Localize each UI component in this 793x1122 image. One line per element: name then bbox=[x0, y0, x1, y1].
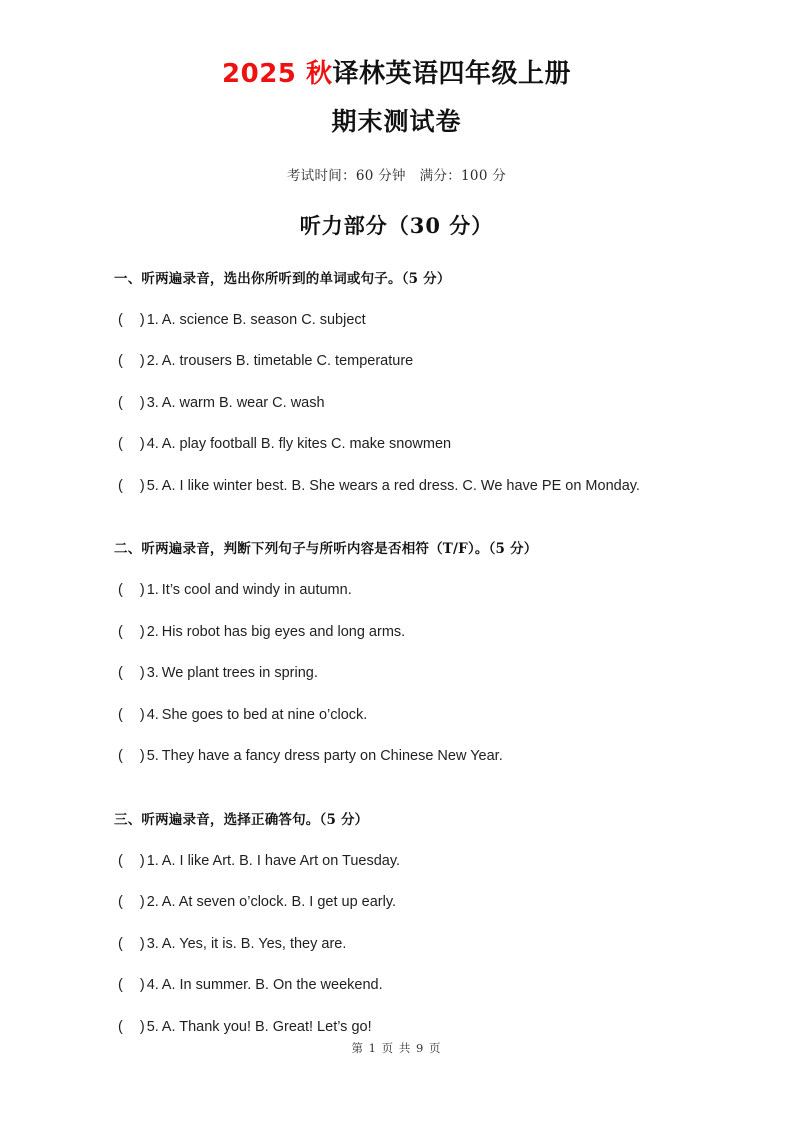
question-item bbox=[0, 612, 793, 654]
question-text: A. At seven o’clock. B. I get up early. bbox=[161, 894, 397, 910]
question-number: 1. bbox=[146, 582, 159, 598]
question-item bbox=[0, 383, 793, 425]
answer-bracket[interactable]: ( ) bbox=[118, 311, 145, 328]
section-three-heading: 三、听两遍录音，选择正确答句。（5 分） bbox=[114, 811, 369, 828]
question-item bbox=[0, 570, 793, 612]
answer-bracket[interactable]: ( ) bbox=[118, 977, 145, 993]
question-item bbox=[0, 466, 793, 508]
part-title-listening: 听力部分（30 分） bbox=[299, 212, 494, 238]
page-title bbox=[0, 0, 793, 91]
question-item bbox=[0, 653, 793, 695]
section-one bbox=[0, 240, 793, 508]
question-number: 1. bbox=[146, 852, 159, 869]
question-text: A. trousers B. timetable C. temperature bbox=[161, 353, 414, 369]
answer-bracket[interactable]: ( ) bbox=[118, 477, 145, 494]
title-year: 2025 秋 bbox=[222, 59, 333, 89]
answer-bracket[interactable]: ( ) bbox=[118, 582, 145, 598]
question-item bbox=[0, 841, 793, 883]
section-two bbox=[0, 507, 793, 778]
question-item bbox=[0, 695, 793, 737]
answer-bracket[interactable]: ( ) bbox=[118, 394, 145, 411]
question-text: A. warm B. wear C. wash bbox=[161, 394, 325, 411]
question-number: 5. bbox=[146, 1018, 159, 1035]
question-number: 2. bbox=[146, 353, 159, 369]
answer-bracket[interactable]: ( ) bbox=[118, 748, 145, 764]
question-text: We plant trees in spring. bbox=[161, 665, 318, 681]
page-footer: 第 1 页 共 9 页 bbox=[351, 1041, 442, 1055]
section-two-question-list bbox=[0, 557, 793, 778]
question-text: It’s cool and windy in autumn. bbox=[161, 582, 352, 598]
exam-content bbox=[0, 240, 793, 1049]
question-item bbox=[0, 424, 793, 466]
section-one-heading: 一、听两遍录音，选出你所听到的单词或句子。（5 分） bbox=[114, 270, 451, 287]
question-text: A. Yes, it is. B. Yes, they are. bbox=[161, 935, 347, 952]
question-text: A. In summer. B. On the weekend. bbox=[161, 977, 383, 993]
question-text: A. play football B. fly kites C. make snowmen bbox=[161, 436, 452, 452]
question-number: 3. bbox=[146, 665, 159, 681]
question-number: 2. bbox=[146, 623, 159, 640]
section-two-heading: 二、听两遍录音，判断下列句子与所听内容是否相符（T/F）。（5 分） bbox=[114, 541, 538, 557]
answer-bracket[interactable]: ( ) bbox=[118, 665, 145, 681]
section-three bbox=[0, 778, 793, 1049]
question-number: 4. bbox=[146, 436, 159, 452]
question-text: A. I like winter best. B. She wears a red dress. C. We have PE on Monday. bbox=[161, 477, 640, 494]
answer-bracket[interactable]: ( ) bbox=[118, 353, 145, 369]
answer-bracket[interactable]: ( ) bbox=[118, 852, 145, 869]
answer-bracket[interactable]: ( ) bbox=[118, 1018, 145, 1035]
question-text: A. Thank you! B. Great! Let’s go! bbox=[161, 1018, 372, 1035]
answer-bracket[interactable]: ( ) bbox=[118, 894, 145, 910]
answer-bracket[interactable]: ( ) bbox=[118, 935, 145, 952]
question-number: 4. bbox=[146, 977, 159, 993]
question-number: 3. bbox=[146, 394, 159, 411]
question-number: 5. bbox=[146, 477, 159, 494]
question-text: His robot has big eyes and long arms. bbox=[161, 623, 406, 640]
exam-meta: 考试时间：60 分钟 满分：100 分 bbox=[286, 167, 507, 184]
question-text: A. science B. season C. subject bbox=[161, 311, 366, 328]
question-text: She goes to bed at nine o’clock. bbox=[161, 706, 368, 723]
question-text: They have a fancy dress party on Chinese New Year. bbox=[161, 748, 503, 764]
question-item bbox=[0, 300, 793, 342]
question-number: 3. bbox=[146, 935, 159, 952]
section-one-question-list bbox=[0, 287, 793, 508]
answer-bracket[interactable]: ( ) bbox=[118, 436, 145, 452]
question-number: 5. bbox=[146, 748, 159, 764]
question-number: 4. bbox=[146, 706, 159, 723]
question-item bbox=[0, 882, 793, 924]
answer-bracket[interactable]: ( ) bbox=[118, 706, 145, 723]
answer-bracket[interactable]: ( ) bbox=[118, 623, 145, 640]
question-item bbox=[0, 736, 793, 778]
title-book: 译林英语四年级上册 bbox=[332, 59, 571, 89]
section-three-question-list bbox=[0, 828, 793, 1049]
page-subtitle: 期末测试卷 bbox=[331, 106, 462, 136]
question-number: 2. bbox=[146, 894, 159, 910]
question-text: A. I like Art. B. I have Art on Tuesday. bbox=[161, 852, 401, 869]
question-item bbox=[0, 924, 793, 966]
question-item bbox=[0, 341, 793, 383]
question-item bbox=[0, 965, 793, 1007]
question-number: 1. bbox=[146, 311, 159, 328]
